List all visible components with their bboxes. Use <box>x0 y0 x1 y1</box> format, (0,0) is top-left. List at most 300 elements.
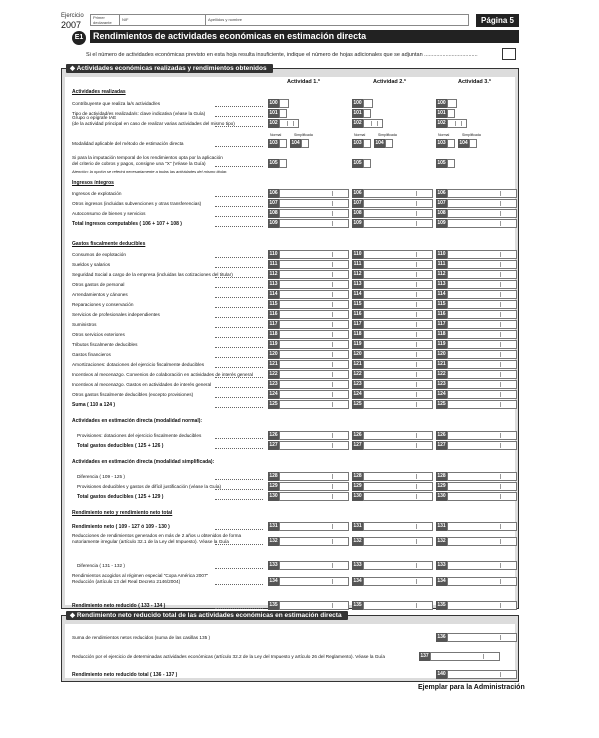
row-leader-117 <box>215 327 263 328</box>
field-135-col2[interactable] <box>363 601 433 610</box>
field-119-col3[interactable] <box>447 340 517 349</box>
field-divider <box>483 654 484 659</box>
column-header-activity-2: Actividad 2.ª <box>373 79 406 85</box>
code-109-col1: 109 <box>269 220 278 226</box>
field-107-col2[interactable] <box>363 199 433 208</box>
total-section-title: ◆ Rendimiento neto reducido total de las actividades económicas en estimación directa <box>66 611 348 620</box>
code-121-col1: 121 <box>269 361 278 367</box>
field-131-col1[interactable] <box>279 522 349 531</box>
field-119-col2[interactable] <box>363 340 433 349</box>
field-divider <box>332 342 333 347</box>
row-leader-102 <box>215 126 263 127</box>
row-leader-129 <box>215 489 263 490</box>
row-label-128: Diferencia ( 109 - 125 ) <box>77 474 125 479</box>
field-divider <box>332 302 333 307</box>
field-divider <box>416 262 417 267</box>
field-divider <box>332 362 333 367</box>
code-119-col1: 119 <box>269 341 278 347</box>
field-divider <box>500 474 501 479</box>
field-108-col2[interactable] <box>363 209 433 218</box>
field-131-col2[interactable] <box>363 522 433 531</box>
row-leader-113 <box>215 287 263 288</box>
row-leader-133 <box>215 568 263 569</box>
field-112-col3[interactable] <box>447 270 517 279</box>
field-divider <box>416 342 417 347</box>
field-124-col2[interactable] <box>363 390 433 399</box>
field-divider <box>500 603 501 608</box>
field-123-col3[interactable] <box>447 380 517 389</box>
field-126-col1[interactable] <box>279 431 349 440</box>
code-106-col1: 106 <box>269 190 278 196</box>
row-leader-128 <box>215 479 263 480</box>
field-divider <box>416 211 417 216</box>
field-102-col2[interactable] <box>363 119 383 128</box>
code-110-col2: 110 <box>353 251 362 257</box>
field-divider <box>500 443 501 448</box>
code-105-col3: 105 <box>437 160 446 166</box>
field-122-col3[interactable] <box>447 370 517 379</box>
field-133-col3[interactable] <box>447 561 517 570</box>
field-129-col2[interactable] <box>363 482 433 491</box>
checkbox-104-col1[interactable] <box>301 139 309 148</box>
field-120-col2[interactable] <box>363 350 433 359</box>
row-leader-126 <box>215 438 263 439</box>
code-113-col1: 113 <box>269 281 278 287</box>
code-123-col1: 123 <box>269 381 278 387</box>
field-126-col2[interactable] <box>363 431 433 440</box>
field-divider <box>332 312 333 317</box>
field-134-col2[interactable] <box>363 577 433 586</box>
row-label-126: Provisiones: dotaciones del ejercicio fiscalmente deducibles <box>77 433 202 438</box>
field-divider <box>416 382 417 387</box>
code-104-col1: 104 <box>291 140 300 146</box>
field-divider <box>332 201 333 206</box>
row-label-130: Total gastos deducibles ( 125 + 129 ) <box>77 494 164 500</box>
field-128-col2[interactable] <box>363 472 433 481</box>
field-divider <box>500 392 501 397</box>
field-110-col1[interactable] <box>279 250 349 259</box>
field-divider <box>371 121 372 126</box>
field-120-col1[interactable] <box>279 350 349 359</box>
field-divider <box>500 252 501 257</box>
field-109-col1[interactable] <box>279 219 349 228</box>
row-leader-125 <box>215 407 263 408</box>
row-leader-100 <box>215 106 263 107</box>
total-row-label-140: Rendimiento neto reducido total ( 136 - 137 ) <box>72 672 178 678</box>
code-115-col2: 115 <box>353 301 362 307</box>
field-132-col1[interactable] <box>279 537 349 546</box>
code-108-col3: 108 <box>437 210 446 216</box>
code-120-col2: 120 <box>353 351 362 357</box>
code-128-col2: 128 <box>353 473 362 479</box>
field-127-col1[interactable] <box>279 441 349 450</box>
code-114-col3: 114 <box>437 291 446 297</box>
field-137[interactable] <box>430 652 500 661</box>
field-121-col3[interactable] <box>447 360 517 369</box>
code-134-col2: 134 <box>353 578 362 584</box>
field-116-col1[interactable] <box>279 310 349 319</box>
row-label-132-line2: notoriamente irregular (artículo 32.1 de la Ley del Impuesto). Véase la Guía <box>72 539 229 544</box>
field-121-col1[interactable] <box>279 360 349 369</box>
code-104-col2: 104 <box>375 140 384 146</box>
field-107-col3[interactable] <box>447 199 517 208</box>
field-102-col1[interactable] <box>279 119 299 128</box>
section-heading: Actividades en estimación directa (modalidad simplificada): <box>72 459 215 465</box>
field-123-col2[interactable] <box>363 380 433 389</box>
field-divider <box>500 211 501 216</box>
field-divider <box>500 262 501 267</box>
field-divider <box>500 539 501 544</box>
field-divider <box>332 382 333 387</box>
field-129-col3[interactable] <box>447 482 517 491</box>
field-100-col1[interactable] <box>279 99 289 108</box>
section-heading: Actividades realizadas <box>72 89 126 95</box>
field-106-col3[interactable] <box>447 189 517 198</box>
field-122-col2[interactable] <box>363 370 433 379</box>
simplificada-label: Simplificada <box>462 133 481 137</box>
row-leader-106 <box>215 196 263 197</box>
field-divider <box>332 372 333 377</box>
checkbox-103-col2[interactable] <box>363 139 371 148</box>
field-divider <box>377 121 378 126</box>
field-111-col2[interactable] <box>363 260 433 269</box>
code-119-col3: 119 <box>437 341 446 347</box>
field-135-col3[interactable] <box>447 601 517 610</box>
field-divider <box>500 563 501 568</box>
row-leader-135 <box>215 608 263 609</box>
normal-label: Normal <box>438 133 450 137</box>
field-124-col1[interactable] <box>279 390 349 399</box>
code-102-col1: 102 <box>269 120 278 126</box>
code-131-col2: 131 <box>353 523 362 529</box>
field-divider <box>416 252 417 257</box>
field-125-col1[interactable] <box>279 400 349 409</box>
field-124-col3[interactable] <box>447 390 517 399</box>
field-132-col3[interactable] <box>447 537 517 546</box>
field-101-col2[interactable] <box>363 109 371 118</box>
column-header-activity-3: Actividad 3.ª <box>458 79 491 85</box>
atencion-note: Atención: la opción se referirá necesariamente a todas las actividades del mismo titular. <box>72 169 228 174</box>
row-label-101: Tipo de actividad/es realizada/s: clave indicativa (véase la Guía) <box>72 111 206 116</box>
field-divider <box>416 539 417 544</box>
field-118-col1[interactable] <box>279 330 349 339</box>
field-divider <box>416 524 417 529</box>
field-130-col2[interactable] <box>363 492 433 501</box>
row-leader-124 <box>215 397 263 398</box>
row-label-102-line2: (de la actividad principal en caso de realizar varias actividades del mismo tipo) <box>72 121 235 126</box>
normal-label: Normal <box>354 133 366 137</box>
field-divider <box>500 332 501 337</box>
field-divider <box>332 252 333 257</box>
field-127-col2[interactable] <box>363 441 433 450</box>
row-leader-123 <box>215 387 263 388</box>
field-102-col3[interactable] <box>447 119 467 128</box>
code-111-col1: 111 <box>269 261 278 267</box>
row-label-109: Total ingresos computables ( 106 + 107 + 108 ) <box>72 221 182 227</box>
field-divider <box>332 221 333 226</box>
field-130-col1[interactable] <box>279 492 349 501</box>
field-117-col2[interactable] <box>363 320 433 329</box>
code-102-col2: 102 <box>353 120 362 126</box>
field-105-col3[interactable] <box>447 159 455 168</box>
field-118-col3[interactable] <box>447 330 517 339</box>
field-110-col3[interactable] <box>447 250 517 259</box>
field-divider <box>416 484 417 489</box>
row-label-131: Rendimiento neto ( 109 - 127 ó 109 - 130 ) <box>72 524 170 530</box>
field-135-col1[interactable] <box>279 601 349 610</box>
field-115-col1[interactable] <box>279 300 349 309</box>
field-119-col1[interactable] <box>279 340 349 349</box>
row-leader-118 <box>215 337 263 338</box>
code-111-col2: 111 <box>353 261 362 267</box>
checkbox-103-col1[interactable] <box>279 139 287 148</box>
code-129-col3: 129 <box>437 483 446 489</box>
field-divider <box>500 672 501 677</box>
field-divider <box>416 563 417 568</box>
field-divider <box>500 352 501 357</box>
ejercicio-year: 2007 <box>61 20 82 30</box>
code-131-col3: 131 <box>437 523 446 529</box>
field-110-col2[interactable] <box>363 250 433 259</box>
row-label-127: Total gastos deducibles ( 125 + 126 ) <box>77 443 164 449</box>
field-130-col3[interactable] <box>447 492 517 501</box>
column-header-activity-1: Actividad 1.ª <box>287 79 320 85</box>
field-117-col1[interactable] <box>279 320 349 329</box>
code-127-col2: 127 <box>353 442 362 448</box>
code-132-col3: 132 <box>437 538 446 544</box>
field-divider <box>500 272 501 277</box>
field-divider <box>500 372 501 377</box>
row-label-108: Autoconsumo de bienes y servicios <box>72 211 146 216</box>
field-divider <box>416 302 417 307</box>
field-125-col3[interactable] <box>447 400 517 409</box>
normal-label: Normal <box>270 133 282 137</box>
field-divider <box>500 362 501 367</box>
code-112-col1: 112 <box>269 271 278 277</box>
row-leader-131 <box>215 529 263 530</box>
row-label-113: Otros gastos de personal <box>72 282 125 287</box>
field-divider <box>500 635 501 640</box>
field-divider <box>416 201 417 206</box>
row-label-123: Incentivos al mecenazgo. Gastos en actividades de interés general <box>72 382 212 387</box>
field-113-col2[interactable] <box>363 280 433 289</box>
field-122-col1[interactable] <box>279 370 349 379</box>
field-109-col3[interactable] <box>447 219 517 228</box>
field-divider <box>416 272 417 277</box>
field-132-col2[interactable] <box>363 537 433 546</box>
field-127-col3[interactable] <box>447 441 517 450</box>
field-113-col3[interactable] <box>447 280 517 289</box>
field-106-col2[interactable] <box>363 189 433 198</box>
field-101-col3[interactable] <box>447 109 455 118</box>
field-divider <box>500 382 501 387</box>
field-136[interactable] <box>447 633 517 642</box>
code-122-col3: 122 <box>437 371 446 377</box>
field-114-col2[interactable] <box>363 290 433 299</box>
ejercicio-label: Ejercicio <box>61 13 84 19</box>
apellidos-field[interactable]: Apellidos y nombre <box>205 15 468 26</box>
footer-label: Ejemplar para la Administración <box>418 684 525 691</box>
field-divider <box>332 433 333 438</box>
field-107-col1[interactable] <box>279 199 349 208</box>
code-128-col3: 128 <box>437 473 446 479</box>
field-105-col1[interactable] <box>279 159 287 168</box>
field-divider <box>332 322 333 327</box>
field-divider <box>500 402 501 407</box>
code-123-col2: 123 <box>353 381 362 387</box>
field-126-col3[interactable] <box>447 431 517 440</box>
field-divider <box>332 524 333 529</box>
field-111-col3[interactable] <box>447 260 517 269</box>
code-106-col2: 106 <box>353 190 362 196</box>
field-divider <box>332 332 333 337</box>
field-divider <box>500 433 501 438</box>
row-leader-107 <box>215 206 263 207</box>
field-133-col1[interactable] <box>279 561 349 570</box>
section-heading: Gastos fiscalmente deducibles <box>72 241 146 247</box>
field-109-col2[interactable] <box>363 219 433 228</box>
field-divider <box>500 191 501 196</box>
field-divider <box>416 312 417 317</box>
simplificada-label: Simplificada <box>378 133 397 137</box>
field-117-col3[interactable] <box>447 320 517 329</box>
field-divider <box>416 443 417 448</box>
row-leader-103 <box>215 146 263 147</box>
field-divider <box>287 121 288 126</box>
code-105-col1: 105 <box>269 160 278 166</box>
row-leader-130 <box>215 499 263 500</box>
row-leader-101 <box>215 116 263 117</box>
field-118-col2[interactable] <box>363 330 433 339</box>
code-128-col1: 128 <box>269 473 278 479</box>
code-126-col3: 126 <box>437 432 446 438</box>
field-128-col1[interactable] <box>279 472 349 481</box>
field-100-col3[interactable] <box>447 99 457 108</box>
field-115-col2[interactable] <box>363 300 433 309</box>
row-leader-109 <box>215 226 263 227</box>
code-135-col1: 135 <box>269 602 278 608</box>
code-115-col3: 115 <box>437 301 446 307</box>
code-118-col3: 118 <box>437 331 446 337</box>
field-112-col2[interactable] <box>363 270 433 279</box>
field-100-col2[interactable] <box>363 99 373 108</box>
code-117-col3: 117 <box>437 321 446 327</box>
code-103-col2: 103 <box>353 140 362 146</box>
field-divider <box>416 402 417 407</box>
row-leader-105 <box>215 166 263 167</box>
field-divider <box>416 603 417 608</box>
row-leader-115 <box>215 307 263 308</box>
checkbox-104-col2[interactable] <box>385 139 393 148</box>
row-label-106: Ingresos de explotación <box>72 191 122 196</box>
total-section <box>61 612 519 682</box>
nif-field[interactable]: NIF <box>119 15 205 26</box>
code-106-col3: 106 <box>437 190 446 196</box>
field-121-col2[interactable] <box>363 360 433 369</box>
code-129-col1: 129 <box>269 483 278 489</box>
code-120-col1: 120 <box>269 351 278 357</box>
field-134-col1[interactable] <box>279 577 349 586</box>
field-140[interactable] <box>447 670 517 679</box>
field-divider <box>332 191 333 196</box>
row-label-105: Si para la imputación temporal de los rendimientos opta por la aplicación <box>72 155 223 160</box>
field-divider <box>500 312 501 317</box>
code-127-col1: 127 <box>269 442 278 448</box>
row-label-115: Reparaciones y conservación <box>72 302 134 307</box>
additional-sheets-input[interactable] <box>502 48 516 60</box>
code-130-col3: 130 <box>437 493 446 499</box>
field-divider <box>500 201 501 206</box>
row-label-107: Otros ingresos (incluidas subvenciones y otras transferencias) <box>72 201 202 206</box>
row-label-132: Reducciones de rendimientos generados en más de 2 años u obtenidos de forma <box>72 533 242 538</box>
code-113-col3: 113 <box>437 281 446 287</box>
field-divider <box>332 494 333 499</box>
field-131-col3[interactable] <box>447 522 517 531</box>
code-135-col3: 135 <box>437 602 446 608</box>
code-118-col1: 118 <box>269 331 278 337</box>
code-100-col1: 100 <box>269 100 278 106</box>
code-124-col2: 124 <box>353 391 362 397</box>
additional-sheets-note: Si el número de actividades económicas previsto en esta hoja resulta insuficiente, indique el número de hojas adicionales que se adjuntan ................................... <box>86 52 478 58</box>
field-134-col3[interactable] <box>447 577 517 586</box>
field-123-col1[interactable] <box>279 380 349 389</box>
code-140: 140 <box>437 671 446 677</box>
checkbox-103-col3[interactable] <box>447 139 455 148</box>
checkbox-104-col3[interactable] <box>469 139 477 148</box>
field-111-col1[interactable] <box>279 260 349 269</box>
field-106-col1[interactable] <box>279 189 349 198</box>
field-120-col3[interactable] <box>447 350 517 359</box>
row-label-125: Suma ( 110 a 124 ) <box>72 402 116 408</box>
field-divider <box>500 524 501 529</box>
field-115-col3[interactable] <box>447 300 517 309</box>
row-leader-120 <box>215 357 263 358</box>
code-101-col2: 101 <box>353 110 362 116</box>
field-116-col2[interactable] <box>363 310 433 319</box>
field-108-col1[interactable] <box>279 209 349 218</box>
field-133-col2[interactable] <box>363 561 433 570</box>
row-label-102: Grupo o epígrafe IAE <box>72 115 117 120</box>
field-128-col3[interactable] <box>447 472 517 481</box>
field-112-col1[interactable] <box>279 270 349 279</box>
field-114-col3[interactable] <box>447 290 517 299</box>
code-115-col1: 115 <box>269 301 278 307</box>
field-108-col3[interactable] <box>447 209 517 218</box>
field-116-col3[interactable] <box>447 310 517 319</box>
code-100-col2: 100 <box>353 100 362 106</box>
code-118-col2: 118 <box>353 331 362 337</box>
row-label-105-line2: del criterio de cobros y pagos, consigne una "X" (Véase la Guía) <box>72 161 206 166</box>
total-table <box>65 624 515 678</box>
row-label-134: Rendimientos acogidos al régimen especial "Copa América 2007" <box>72 573 209 578</box>
code-130-col1: 130 <box>269 493 278 499</box>
field-divider <box>293 121 294 126</box>
code-114-col2: 114 <box>353 291 362 297</box>
field-114-col1[interactable] <box>279 290 349 299</box>
field-105-col2[interactable] <box>363 159 371 168</box>
field-129-col1[interactable] <box>279 482 349 491</box>
field-113-col1[interactable] <box>279 280 349 289</box>
field-divider <box>416 392 417 397</box>
total-section-title-text: Rendimiento neto reducido total de las actividades económicas en estimación directa <box>76 612 342 619</box>
field-divider <box>455 121 456 126</box>
row-label-117: Suministros <box>72 322 97 327</box>
field-divider <box>416 474 417 479</box>
field-101-col1[interactable] <box>279 109 287 118</box>
field-125-col2[interactable] <box>363 400 433 409</box>
section-heading: Rendimiento neto y rendimiento neto total <box>72 510 173 516</box>
row-label-135: Rendimiento neto reducido ( 133 - 134 ) <box>72 603 166 609</box>
